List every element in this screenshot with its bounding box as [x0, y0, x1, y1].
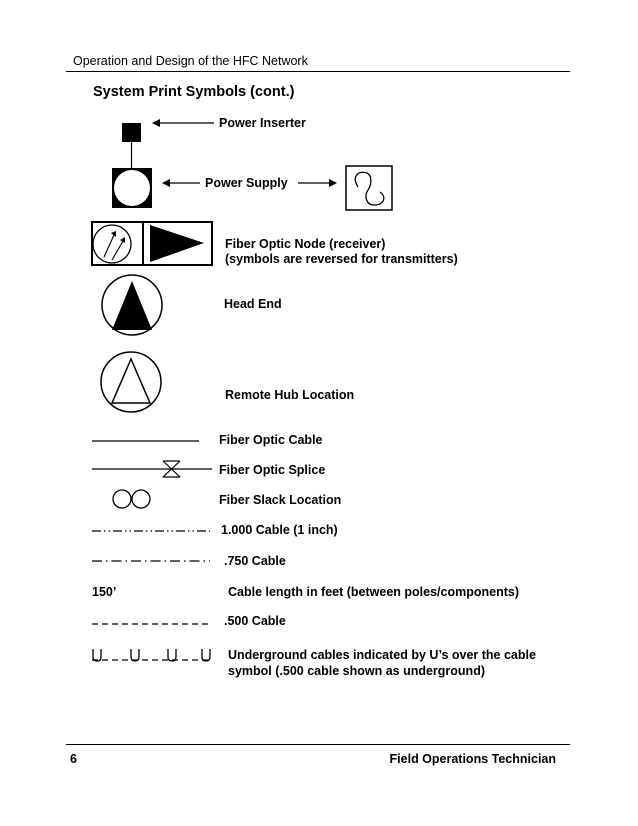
cable-length-symbol: 150’ — [92, 585, 117, 599]
fiber-splice-label: Fiber Optic Splice — [219, 463, 326, 477]
cable-length-label: Cable length in feet (between poles/components) — [228, 585, 520, 599]
remote-hub-label: Remote Hub Location — [225, 388, 355, 402]
power-inserter-symbol — [122, 123, 141, 168]
power-supply-label: Power Supply — [205, 176, 288, 190]
cable-1000-label: 1.000 Cable (1 inch) — [221, 523, 338, 537]
underground-cable-symbol — [92, 649, 210, 661]
underground-label: Underground cables indicated by U’s over the cable — [228, 648, 536, 662]
head-end-label: Head End — [224, 297, 282, 311]
fiber-node-note: (symbols are reversed for transmitters) — [225, 252, 458, 266]
power-inserter-label: Power Inserter — [219, 116, 306, 130]
fiber-splice-symbol — [92, 461, 212, 477]
cable-750-label: .750 Cable — [224, 554, 286, 568]
fiber-cable-label: Fiber Optic Cable — [219, 433, 323, 447]
fiber-slack-label: Fiber Slack Location — [219, 493, 342, 507]
fiber-node-symbol — [92, 222, 212, 265]
cable-500-label: .500 Cable — [224, 614, 286, 628]
power-supply-symbol — [112, 168, 152, 208]
remote-hub-symbol — [101, 352, 161, 412]
running-header: Operation and Design of the HFC Network — [73, 54, 308, 68]
section-title: System Print Symbols (cont.) — [93, 84, 295, 100]
fiber-slack-symbol — [113, 490, 150, 508]
footer-rule — [66, 744, 570, 745]
fiber-node-label: Fiber Optic Node (receiver) — [225, 237, 386, 251]
running-footer: Field Operations Technician — [389, 752, 556, 766]
page-number: 6 — [70, 752, 77, 766]
underground-note: symbol (.500 cable shown as underground) — [228, 664, 485, 678]
power-supply-alt-symbol — [346, 166, 392, 210]
head-end-symbol — [102, 275, 162, 335]
